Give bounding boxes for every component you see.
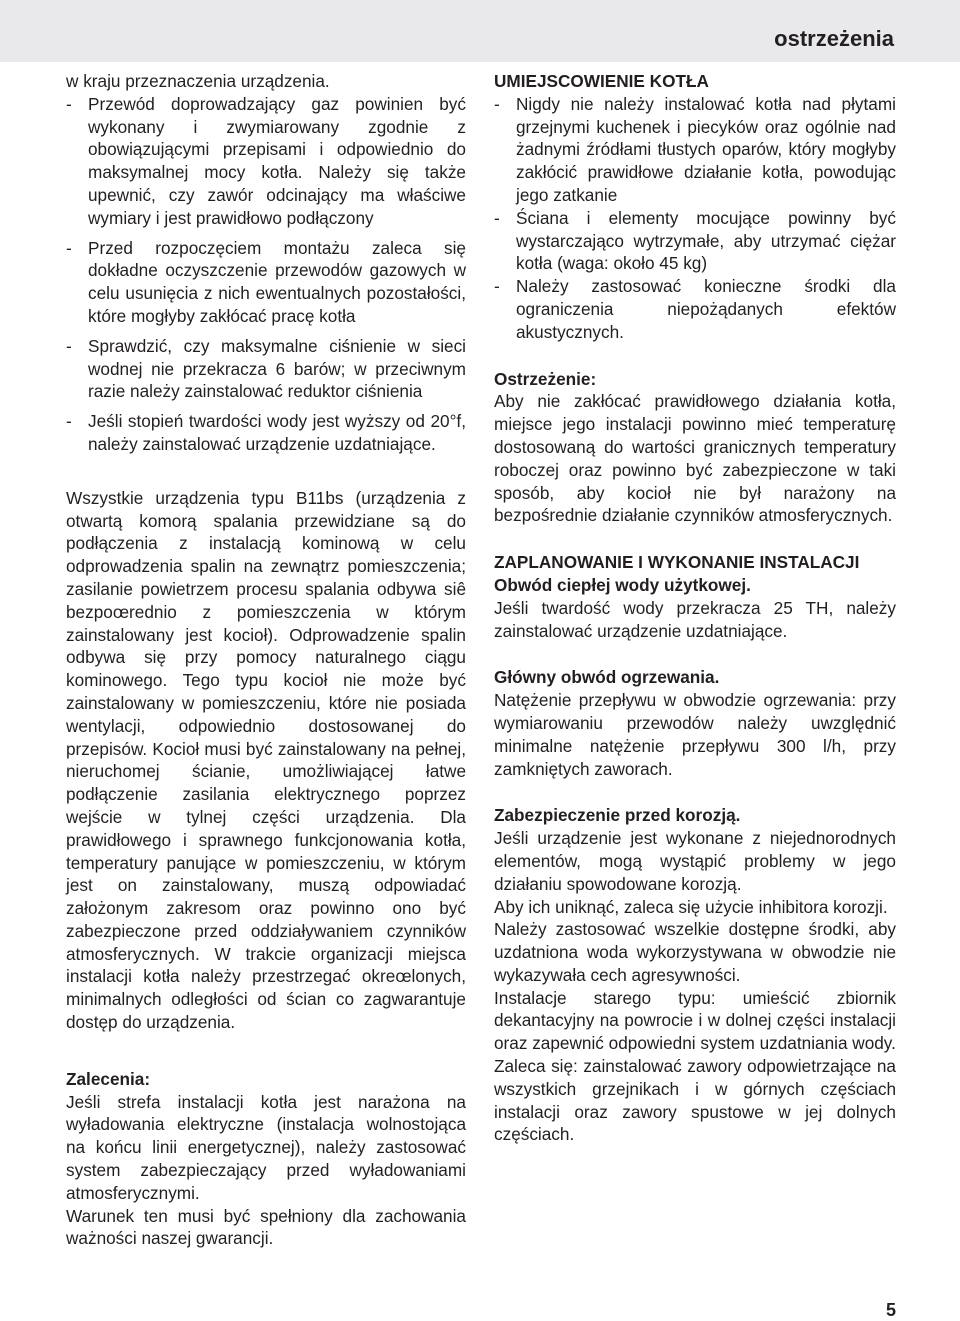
corrosion-paragraph: Instalacje starego typu: umieścić zbiornik dekantacyjny na powrocie i w dolnej części instalacji oraz zapewnić odpowiedni system uzdatniania wody. bbox=[494, 987, 896, 1054]
heating-text: Natężenie przepływu w obwodzie ogrzewania: przy wymiarowaniu przewodów należy uwzględnić minimalne natężenie przepływu 300 l/h, przy zamkniętych zaworach. bbox=[494, 690, 896, 779]
dhw-heading: Obwód ciepłej wody użytkowej. bbox=[494, 574, 751, 595]
corrosion-paragraph: Należy zastosować wszelkie dostępne środki, aby uzdatniona woda wykorzystywana w obwodzie nie wykazywała cech agresywności. bbox=[494, 919, 896, 985]
intro-line: w kraju przeznaczenia urządzenia. bbox=[66, 71, 330, 91]
list-item: - Należy zastosować konieczne środki dla ograniczenia niepożądanych efektów akustycznych. bbox=[494, 276, 896, 342]
recommendations-heading: Zalecenia: bbox=[66, 1068, 151, 1089]
installation-bullet-list bbox=[66, 93, 466, 456]
list-item: - Przed rozpoczęciem montażu zaleca się dokładne oczyszczenie przewodów gazowych w celu usunięcia z nich ewentualnych pozostałości, które mogłyby zakłócać pracę kotła bbox=[66, 237, 466, 326]
list-item: - Przewód doprowadzający gaz powinien być wykonany i zwymiarowany zgodnie z obowiązującymi przepisami i odpowiednio do maksymalnej mocy kotła. Należy się także upewnić, czy zawór odcinający ma właściwe wymiary i jest prawidłowo podłączony bbox=[66, 93, 466, 228]
list-item: - Jeśli stopień twardości wody jest wyższy od 20°f, należy zainstalować urządzenie uzdatniające. bbox=[66, 411, 466, 454]
dhw-text: Jeśli twardość wody przekracza 25 TH, należy zainstalować urządzenie uzdatniające. bbox=[494, 597, 896, 641]
heating-heading: Główny obwód ogrzewania. bbox=[494, 667, 720, 688]
corrosion-paragraph: Aby ich uniknąć, zaleca się użycie inhibitora korozji. bbox=[494, 896, 888, 917]
page-number: 5 bbox=[885, 1300, 896, 1320]
corrosion-paragraph: Zaleca się: zainstalować zawory odpowietrzające na wszystkich grzejnikach i w górnych częściach instalacji oraz zawory spustowe w jej dolnych częściach. bbox=[494, 1056, 896, 1145]
planning-heading: ZAPLANOWANIE I WYKONANIE INSTALACJI bbox=[494, 552, 860, 573]
header-band bbox=[0, 0, 960, 62]
recommendations-text: Jeśli strefa instalacji kotła jest narażona na wyładowania elektryczne (instalacja wolnostojąca na końcu linii energetycznej), należy zastosować system zabezpieczający przed wyładowaniami atmosferycznymi. bbox=[66, 1091, 466, 1203]
warranty-text: Warunek ten musi być spełniony dla zachowania ważności naszej gwarancji. bbox=[66, 1205, 466, 1249]
section-title: ostrzeżenia bbox=[774, 26, 894, 51]
corrosion-paragraph: Jeśli urządzenie jest wykonane z niejednorodnych elementów, mogą wystąpić problemy w jego działaniu spowodowane korozją. bbox=[494, 828, 896, 894]
left-column bbox=[66, 70, 466, 1250]
warning-text: Aby nie zakłócać prawidłowego działania kotła, miejsce jego instalacji powinno mieć temperaturę dostosowaną do wartości granicznych temperatury roboczej oraz powinno być zabezpieczone w taki sposób, aby kocioł nie był narażony na bezpośrednie działanie czynników atmosferycznych. bbox=[494, 391, 896, 526]
location-bullet-list bbox=[494, 93, 896, 344]
location-heading: UMIEJSCOWIENIE KOTŁA bbox=[494, 71, 709, 91]
warning-heading: Ostrzeżenie: bbox=[494, 368, 597, 389]
list-item: - Nigdy nie należy instalować kotła nad płytami grzejnymi kuchenek i piecyków oraz ogólnie nad żadnymi źródłami tłustych oparów, który mogłyby zakłócić prawidłowe działanie kotła, powodując jego zatkanie bbox=[494, 93, 896, 205]
corrosion-heading: Zabezpieczenie przed korozją. bbox=[494, 805, 741, 826]
right-column bbox=[494, 70, 896, 1146]
list-item: - Ściana i elementy mocujące powinny być wystarczająco wytrzymałe, aby utrzymać ciężar kotła (waga: około 45 kg) bbox=[494, 207, 896, 274]
list-item: - Sprawdzić, czy maksymalne ciśnienie w sieci wodnej nie przekracza 6 barów; w przeciwnym razie należy zainstalować reduktor ciśnienia bbox=[66, 335, 466, 402]
b11bs-paragraph: Wszystkie urządzenia typu B11bs (urządzenia z otwartą komorą spalania przewidziane są do podłączenia z instalacją kominową w celu odprowadzenia spalin na zewnątrz pomieszczenia; zasilanie powietrzem procesu spalania odbywa siê bezpoœrednio z pomieszczenia w którym zainstalowany jest kocioł). Odprowadzenie spalin odbywa się przy pomocy naturalnego ciągu kominowego. Tego typu kocioł nie może być zainstalowany w pomieszczeniu, które nie posiada wentylacji, odpowiednio dostosowanej do przepisów. Kocioł musi być zainstalowany na pełnej, nieruchomej ścianie, umożliwiającej łatwe podłączenie zasilania elektrycznego poprzez wejście w tylnej części urządzenia. Dla prawidłowego i sprawnego funkcjonowania kotła, temperatury panujące w pomieszczeniu, w którym jest on zainstalowany, muszą odpowiadać założonym zakresom oraz powinno ono być zabezpieczone przed oddziaływaniem czynników atmosferycznych. W trakcie organizacji miejsca instalacji kotła należy przestrzegać okreœlonych, minimalnych odległości od ścian co zagwarantuje dostęp do urządzenia. bbox=[66, 487, 466, 1033]
